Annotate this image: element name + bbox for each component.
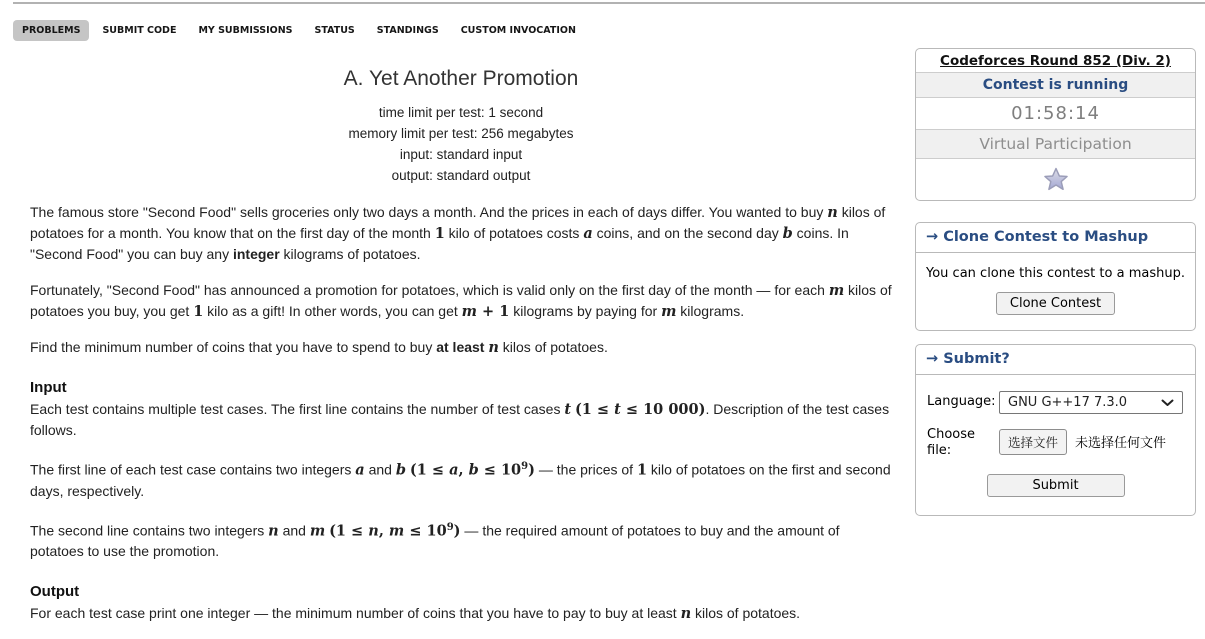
file-status-text: 未选择任何文件 [1075, 436, 1167, 451]
language-label: Language: [927, 394, 996, 409]
clone-contest-box [915, 222, 1196, 331]
tab-status[interactable]: STATUS [314, 25, 355, 36]
problem-body [30, 202, 892, 624]
star-icon [1043, 167, 1069, 191]
tab-submit-code[interactable]: SUBMIT CODE [102, 25, 177, 36]
tab-standings[interactable]: STANDINGS [376, 25, 439, 36]
section-header: Input [30, 379, 67, 396]
choose-file-button[interactable]: 选择文件 [999, 429, 1067, 455]
problem-statement [30, 58, 892, 639]
limit-line: time limit per test: 1 second [378, 105, 544, 120]
section-header: Output [30, 583, 80, 601]
problem-limits [30, 102, 892, 186]
tab-custom-invocation[interactable]: CUSTOM INVOCATION [460, 25, 576, 36]
top-divider [13, 2, 1205, 4]
statement-paragraph: For each test case print one integer — the minimum number of coins that you have to pay to buy at least n kilos of potatoes. [30, 605, 801, 623]
statement-paragraph: The famous store "Second Food" sells groceries only two days a month. And the prices in each of days differ. You wanted to buy n kilos of potatoes for a month. You know that on the first day of the month 1 kilo of potatoes costs a coins, and on the second day b coins. In "Second Food" you can buy any integer kilograms of potatoes. [30, 204, 886, 262]
clone-box-header: → Clone Contest to Mashup [916, 223, 1195, 253]
tab-bar [13, 20, 589, 41]
favorite-star-button[interactable] [1043, 167, 1069, 191]
statement-paragraph: Fortunately, "Second Food" has announced a promotion for potatoes, which is valid only on the first day of the month — for each m kilos of potatoes you buy, you get 1 kilo as a gift! In other words, you can get m + 1 kilograms by paying for m kilograms. [30, 282, 892, 320]
statement-paragraph: The first line of each test case contains two integers a and b (1 ≤ a, $b \le 10^9$) — the prices of 1 kilo of potatoes on the first and second days, respectively. [30, 461, 891, 499]
submit-box [915, 344, 1196, 516]
clone-box-text: You can clone this contest to a mashup. [926, 266, 1185, 281]
statement-paragraph: The second line contains two integers n and m (1 ≤ n, $m \le 10^9$) — the required amount of potatoes to buy and the amount of potatoes to use the promotion. [30, 521, 840, 560]
tab-problems[interactable]: PROBLEMS [13, 20, 89, 41]
page-title: A. Yet Another Promotion [343, 67, 579, 90]
limit-line: input: standard input [399, 147, 523, 162]
tab-my-submissions[interactable]: MY SUBMISSIONS [198, 25, 293, 36]
contest-status-text: Contest is running [916, 72, 1195, 98]
language-selected-value: GNU G++17 7.3.0 [1008, 395, 1128, 410]
limit-line: memory limit per test: 256 megabytes [348, 126, 574, 141]
participation-mode: Virtual Participation [916, 129, 1195, 159]
statement-paragraph: Each test contains multiple test cases. The first line contains the number of test cases t (1 ≤ t ≤ 10 000). Description of the test cases follows. [30, 401, 890, 438]
clone-contest-button[interactable]: Clone Contest [996, 292, 1115, 315]
language-select[interactable] [999, 391, 1183, 414]
limit-line: output: standard output [391, 168, 531, 183]
submit-button[interactable]: Submit [987, 474, 1125, 497]
chevron-down-icon [1161, 399, 1174, 407]
choose-file-label: Choose file: [927, 427, 975, 458]
contest-timer: 01:58:14 [1011, 103, 1100, 124]
contest-title-link[interactable]: Codeforces Round 852 (Div. 2) [940, 53, 1171, 69]
contest-title-row [916, 49, 1195, 72]
statement-paragraph: Find the minimum number of coins that you have to spend to buy at least n kilos of potatoes. [30, 339, 608, 356]
contest-status-box [915, 48, 1196, 201]
submit-box-header: → Submit? [916, 345, 1195, 375]
